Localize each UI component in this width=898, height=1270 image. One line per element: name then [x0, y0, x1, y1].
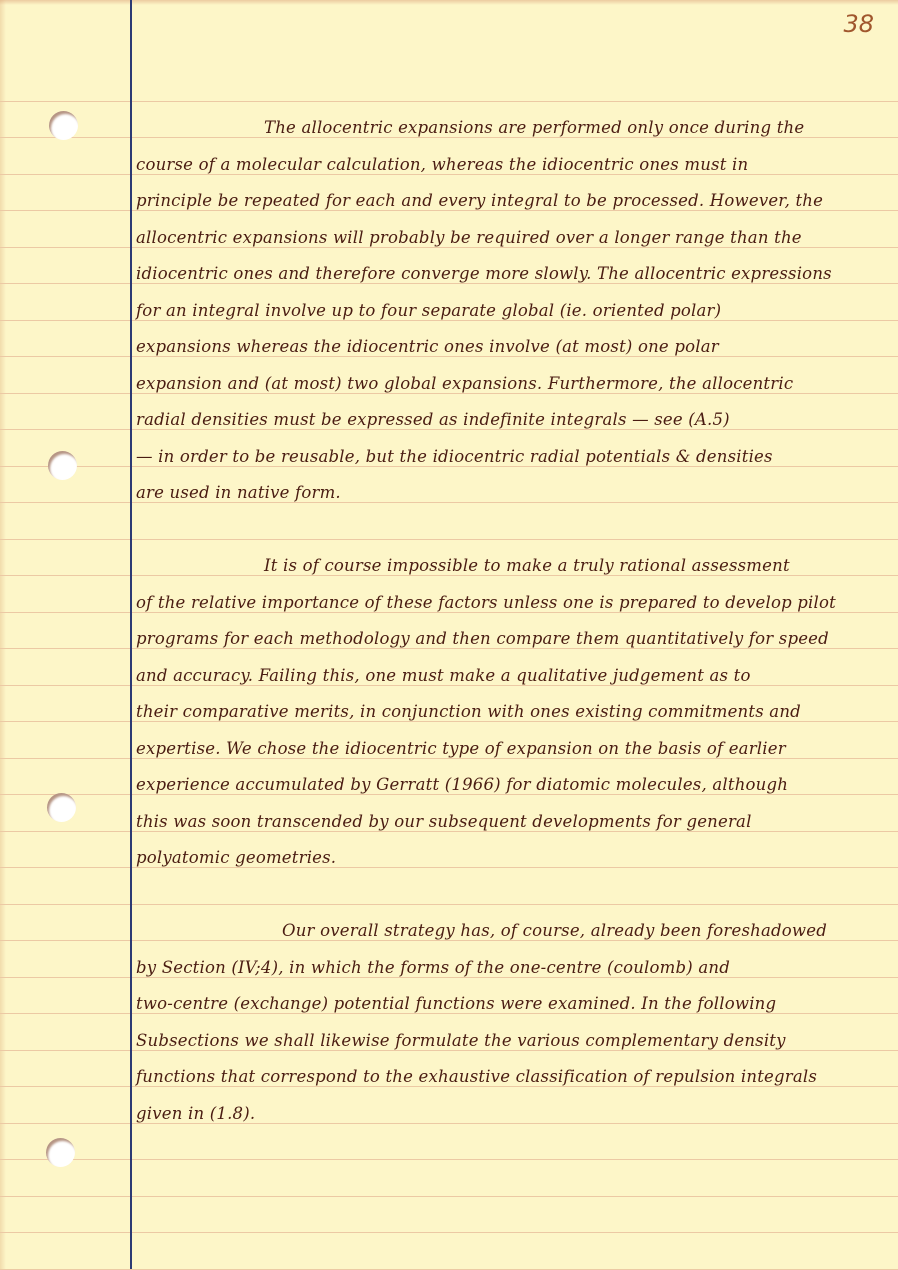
text-line: by Section (IV;4), in which the forms of the one-centre (coulomb) and: [136, 958, 730, 977]
text-line: expansion and (at most) two global expansions. Furthermore, the allocentric: [136, 374, 794, 393]
text-line: course of a molecular calculation, whereas the idiocentric ones must in: [136, 155, 749, 174]
ruled-line: [0, 904, 898, 905]
ruled-line: [0, 101, 898, 102]
text-line: programs for each methodology and then compare them quantitatively for speed: [136, 629, 829, 648]
text-line: It is of course impossible to make a truly rational assessment: [264, 556, 790, 575]
text-line: of the relative importance of these factors unless one is prepared to develop pilot: [136, 593, 836, 612]
text-line: allocentric expansions will probably be required over a longer range than the: [136, 228, 802, 247]
ruled-line: [0, 1232, 898, 1233]
ruled-line: [0, 539, 898, 540]
text-line: Our overall strategy has, of course, already been foreshadowed: [282, 921, 827, 940]
ruled-line: [0, 1196, 898, 1197]
punch-hole-icon: [46, 1138, 75, 1167]
text-line: experience accumulated by Gerratt (1966) for diatomic molecules, although: [136, 775, 789, 794]
text-line: expansions whereas the idiocentric ones involve (at most) one polar: [136, 337, 719, 356]
text-line: The allocentric expansions are performed only once during the: [264, 118, 805, 137]
text-line: Subsections we shall likewise formulate the various complementary density: [136, 1031, 786, 1050]
text-line: are used in native form.: [136, 483, 341, 502]
punch-hole-icon: [47, 793, 76, 822]
text-line: expertise. We chose the idiocentric type of expansion on the basis of earlier: [136, 739, 786, 758]
text-line: given in (1.8).: [136, 1104, 256, 1123]
margin-line: [130, 0, 132, 1269]
punch-hole-icon: [49, 111, 78, 140]
page-number: 38: [843, 10, 874, 38]
text-line: their comparative merits, in conjunction with ones existing commitments and: [136, 702, 801, 721]
text-line: idiocentric ones and therefore converge more slowly. The allocentric expressions: [136, 264, 832, 283]
text-line: for an integral involve up to four separate global (ie. oriented polar): [136, 301, 722, 320]
text-line: functions that correspond to the exhaustive classification of repulsion integrals: [136, 1067, 818, 1086]
text-line: this was soon transcended by our subsequent developments for general: [136, 812, 752, 831]
text-line: two-centre (exchange) potential functions were examined. In the following: [136, 994, 777, 1013]
punch-hole-icon: [48, 451, 77, 480]
text-line: and accuracy. Failing this, one must make a qualitative judgement as to: [136, 666, 751, 685]
text-line: principle be repeated for each and every integral to be processed. However, the: [136, 191, 824, 210]
ruled-line: [0, 1159, 898, 1160]
text-line: polyatomic geometries.: [136, 848, 337, 867]
text-line: radial densities must be expressed as indefinite integrals — see (A.5): [136, 410, 730, 429]
text-line: — in order to be reusable, but the idiocentric radial potentials & densities: [136, 447, 773, 466]
